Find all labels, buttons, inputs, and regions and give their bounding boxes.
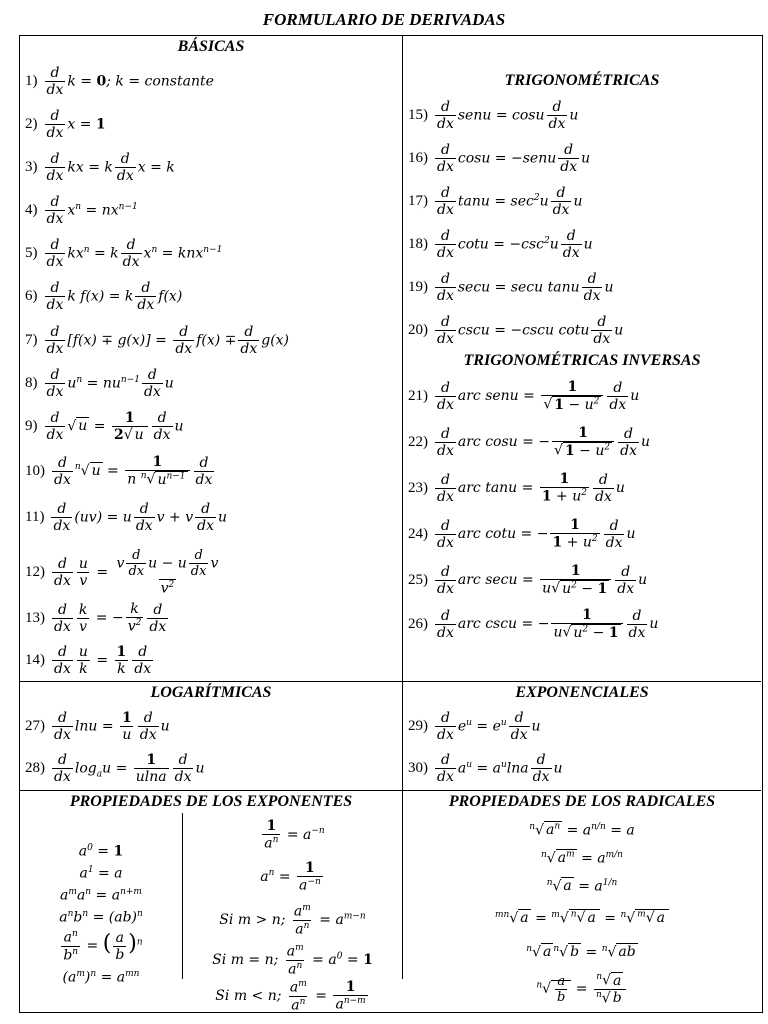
heading-prop-radicales: PROPIEDADES DE LOS RADICALES	[448, 793, 716, 810]
exp-prop-m-equal: Si m = n; $\frac{a^m}{a^n}$ = $a^0 = 1$	[212, 942, 373, 978]
formula-number: 3)	[25, 158, 38, 175]
rad-prop-5: $^n$√ a $^n$√ b = $^n$√ ab	[526, 943, 636, 961]
formula-4: 4) $\frac{d}{dx}$ $x^n = nx^{n-1}$	[25, 193, 138, 227]
formula-23: 23) $\frac{d}{dx}$ arc tanu = $\frac{1}{1 + u^2}$ $\frac{d}{dx}$ u	[408, 471, 625, 505]
formula-number: 11)	[25, 508, 45, 525]
formula-13: 13) $\frac{d}{dx}$ $\frac{k}{v}$ = − $\frac{k}{v^2}$ $\frac{d}{dx}$	[25, 601, 167, 635]
formula-number: 23)	[408, 479, 428, 496]
formula-word: arc cosu	[457, 434, 518, 450]
rad-prop-2: $^n$√ $a^m = a^{m/n}$	[541, 849, 623, 867]
formula-19: 19) $\frac{d}{dx}$ secu = secu tanu $\frac{d}{dx}$ u	[408, 270, 614, 304]
formula-word: cotu	[457, 236, 489, 252]
formula-number: 10)	[25, 462, 45, 479]
formula-word: cosu	[512, 107, 545, 123]
formula-word: senu	[457, 107, 492, 123]
rad-prop-3: $^n$√ $a = a^{1/n}$	[546, 877, 618, 895]
exp-prop-negative: $\frac{1}{a^n}$ = $a^{-n}$	[264, 818, 325, 852]
rad-prop-6: $^n$√ $\frac{a}{b}$ = $\frac{^n√ a}{^n√ b}$	[403, 968, 761, 1010]
heading-trigonometricas: TRIGONOMÉTRICAS	[504, 72, 660, 89]
formula-28: 28) $\frac{d}{dx}$ $\log_au$ = $\frac{1}{ulna}$ $\frac{d}{dx}$ u	[25, 751, 205, 785]
formula-word: cscu	[522, 322, 555, 338]
formula-word: tanu	[547, 279, 580, 295]
rad-prop-1: $^n$√ $a^n = a^{n/n} = a$	[529, 821, 635, 839]
formula-word: lnu	[74, 718, 98, 734]
formula-number: 1)	[25, 72, 38, 89]
exp-prop-power-of-power: $(a^m)^n = a^{mn}$	[62, 968, 140, 986]
formula-number: 15)	[408, 106, 428, 123]
exp-prop-negative-inv: $a^n$ = $\frac{1}{a^{-n}}$	[260, 860, 321, 894]
formula-number: 8)	[25, 374, 38, 391]
formula-16: 16) $\frac{d}{dx}$ cosu = −senu $\frac{d}{dx}$ u	[408, 141, 591, 175]
formula-number: 4)	[25, 201, 38, 218]
formula-17: 17) $\frac{d}{dx}$ $\tan u = \sec^2u$ $\frac{d}{dx}$ u	[408, 184, 583, 218]
formula-14: 14) $\frac{d}{dx}$ $\frac{u}{k}$ = $\frac{1}{k}$ $\frac{d}{dx}$	[25, 643, 152, 677]
heading-basicas: BÁSICAS	[177, 38, 245, 55]
formula-number: 13)	[25, 609, 45, 626]
exp-prop-m-less: Si m < n; $\frac{a^m}{a^n}$ = $\frac{1}{a^{n-m}}$	[215, 978, 366, 1014]
formula-number: 12)	[25, 563, 45, 580]
exp-prop-product-power: $a^nb^n = (ab)^n$	[59, 908, 143, 926]
formula-word: lna	[506, 760, 529, 776]
formula-word: arc senu	[457, 388, 519, 404]
formula-word: cscu	[457, 322, 490, 338]
heading-logaritmicas: LOGARÍTMICAS	[150, 684, 272, 701]
formula-1: 1) $\frac{d}{dx}$ k = 0; k = constante	[25, 64, 214, 98]
formula-word: arc cotu	[457, 526, 517, 542]
formula-12: 12) $\frac{d}{dx}$ $\frac{u}{v}$ = v $\frac{d}{dx}$ u − u $\frac{d}{dx}$ v $v^2$	[25, 547, 219, 597]
formula-21: 21) $\frac{d}{dx}$ arc senu = $\frac{1}{√ 1 - u^2}$ $\frac{d}{dx}$ u	[408, 379, 640, 413]
formula-word: secu	[457, 279, 491, 295]
formula-27: 27) $\frac{d}{dx}$ lnu = $\frac{1}{u}$ $\frac{d}{dx}$ u	[25, 709, 170, 743]
formula-25: 25) $\frac{d}{dx}$ arc secu = $\frac{1}{u√ u^2 - 1}$ $\frac{d}{dx}$ u	[408, 563, 648, 597]
page-title: FORMULARIO DE DERIVADAS	[262, 10, 506, 29]
formula-number: 26)	[408, 615, 428, 632]
formula-30: 30) $\frac{d}{dx}$ $a^u = a^u\ln a$ $\frac{d}{dx}$ u	[408, 751, 563, 785]
formula-number: 5)	[25, 244, 38, 261]
formula-number: 28)	[25, 759, 45, 776]
formula-10: 10) $\frac{d}{dx}$ $^n$√ u = $\frac{1}{n ^n√ u^{n-1}}$ $\frac{d}{dx}$	[25, 454, 213, 488]
formula-word: Si m = n;	[212, 952, 279, 968]
formula-number: 21)	[408, 387, 428, 404]
formula-number: 20)	[408, 321, 428, 338]
formula-20: 20) $\frac{d}{dx}$ cscu = −cscu cotu $\frac{d}{dx}$ u	[408, 313, 624, 347]
formula-number: 18)	[408, 235, 428, 252]
formula-7: 7) $\frac{d}{dx}$ [f(x) ∓ g(x)] = $\frac{d}{dx}$ f(x) ∓ $\frac{d}{dx}$ g(x)	[25, 323, 290, 357]
formula-15: 15) $\frac{d}{dx}$ senu = cosu $\frac{d}{dx}$ u	[408, 98, 579, 132]
formula-word: cotu	[558, 322, 590, 338]
formula-24: 24) $\frac{d}{dx}$ arc cotu = − $\frac{1}{1 + u^2}$ $\frac{d}{dx}$ u	[408, 517, 636, 551]
formula-word: senu	[522, 150, 557, 166]
formula-2: 2) $\frac{d}{dx}$ x = 1	[25, 107, 106, 141]
formula-word: Si m < n;	[215, 988, 282, 1004]
formula-word: Si m > n;	[219, 912, 286, 928]
formula-word: tanu	[457, 193, 490, 209]
formula-word: cosu	[457, 150, 491, 166]
heading-trig-inversas: TRIGONOMÉTRICAS INVERSAS	[463, 352, 701, 369]
formula-number: 24)	[408, 525, 428, 542]
formula-number: 22)	[408, 433, 428, 450]
formula-word: ulna	[135, 768, 167, 785]
heading-exponenciales: EXPONENCIALES	[515, 684, 649, 701]
formula-number: 27)	[25, 717, 45, 734]
formula-number: 29)	[408, 717, 428, 734]
formula-26: 26) $\frac{d}{dx}$ arc cscu = − $\frac{1}{u√ u^2 - 1}$ $\frac{d}{dx}$ u	[408, 607, 659, 641]
exp-prop-one: $a^1 = a$	[79, 864, 123, 882]
formula-6: 6) $\frac{d}{dx}$ k f(x) = k $\frac{d}{dx}$ f(x)	[25, 279, 183, 313]
exp-prop-zero: $a^0 = 1$	[78, 842, 124, 860]
divider-horizontal-1	[20, 681, 761, 682]
exp-prop-m-greater: Si m > n; $\frac{a^m}{a^n}$ = $a^{m-n}$	[219, 902, 366, 938]
formula-number: 19)	[408, 278, 428, 295]
formula-number: 17)	[408, 192, 428, 209]
formula-word: arc secu	[457, 572, 518, 588]
divider-horizontal-2	[20, 790, 761, 791]
formula-number: 2)	[25, 115, 38, 132]
formula-sheet	[19, 35, 763, 1013]
formula-number: 7)	[25, 331, 38, 348]
formula-29: 29) $\frac{d}{dx}$ $e^u = e^u$ $\frac{d}{dx}$ u	[408, 709, 541, 743]
formula-word: constante	[144, 73, 214, 89]
formula-word: log	[74, 760, 97, 776]
formula-22: 22) $\frac{d}{dx}$ arc cosu = − $\frac{1}{√ 1 - u^2}$ $\frac{d}{dx}$ u	[408, 425, 650, 459]
exp-prop-quotient-power: $\frac{a^n}{b^n}$ = ( $\frac{a}{b}$ )$^n$	[63, 928, 143, 964]
rad-prop-4: $^{mn}$√ a = $^m$√ $^n$√ a = $^n$√ $^m$√ a	[403, 900, 761, 936]
formula-number: 30)	[408, 759, 428, 776]
formula-number: 6)	[25, 287, 38, 304]
heading-prop-exponentes: PROPIEDADES DE LOS EXPONENTES	[69, 793, 353, 810]
formula-5: 5) $\frac{d}{dx}$ $kx^n = k$ $\frac{d}{dx}$ $x^n = knx^{n-1}$	[25, 236, 223, 270]
formula-word: arc cscu	[457, 616, 518, 632]
formula-number: 16)	[408, 149, 428, 166]
formula-word: secu	[510, 279, 544, 295]
formula-number: 25)	[408, 571, 428, 588]
formula-11: 11) $\frac{d}{dx}$ (uv) = u $\frac{d}{dx}$ v + v $\frac{d}{dx}$ u	[25, 500, 228, 534]
formula-number: 9)	[25, 417, 38, 434]
exp-prop-product: $a^ma^n = a^{n+m}$	[60, 886, 142, 904]
formula-3: 3) $\frac{d}{dx}$ kx = k $\frac{d}{dx}$ x = k	[25, 150, 175, 184]
formula-word: arc tanu	[457, 480, 518, 496]
formula-8: 8) $\frac{d}{dx}$ $u^n = nu^{n-1}$ $\frac{d}{dx}$ u	[25, 366, 174, 400]
formula-number: 14)	[25, 651, 45, 668]
formula-9: 9) $\frac{d}{dx}$ √ u = $\frac{1}{2√ u}$ $\frac{d}{dx}$ u	[25, 409, 184, 443]
formula-18: 18) $\frac{d}{dx}$ $\cot u = -\csc^2u$ $\frac{d}{dx}$ u	[408, 227, 593, 261]
